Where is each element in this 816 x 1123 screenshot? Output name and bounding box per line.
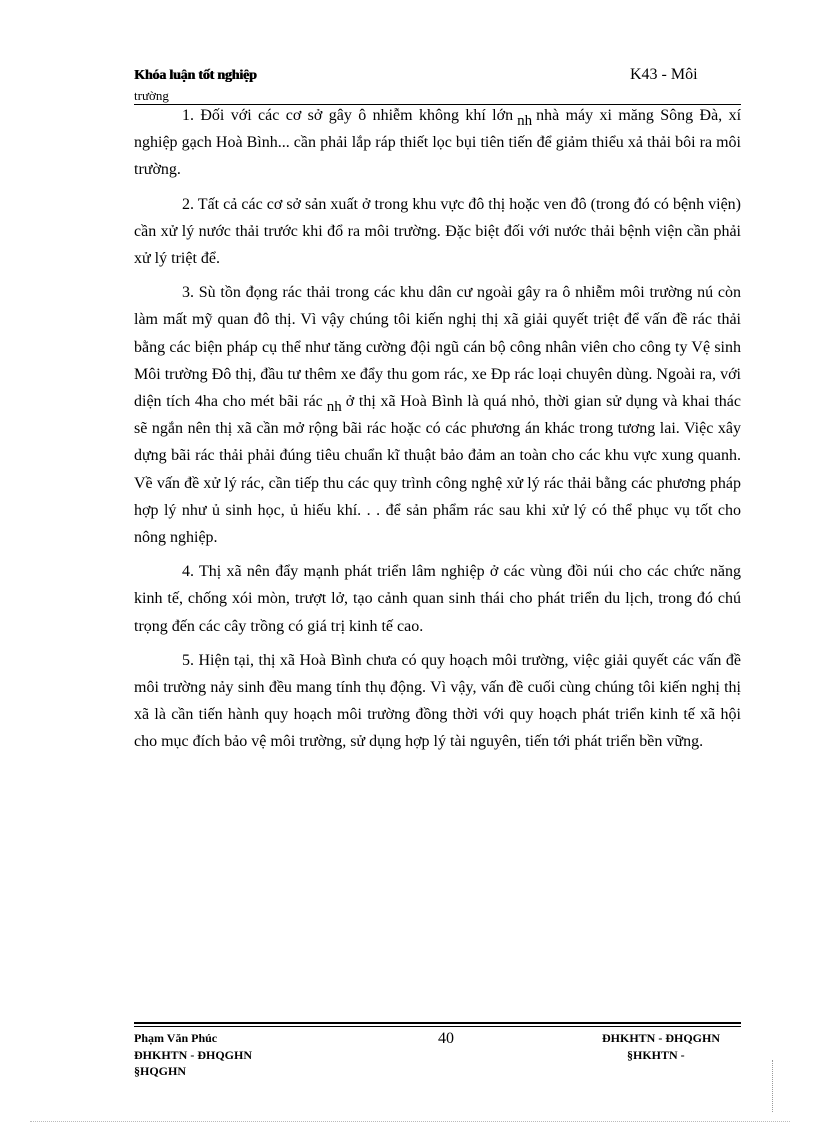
paragraph-3 xyxy=(134,279,741,551)
paragraph-3-part-2: ở thị xã Hoà Bình là quá nhỏ, thời gian sử dụng và khai thác sẽ ngắn nên thị xã cần mở rộng bãi rác hoặc có các phương án khác trong tương lai. Việc xây dựng bãi rác thải phải đúng tiêu chuẩn kĩ thuật bảo đảm an toàn cho các khu vực xung quanh. Về vấn đề xử lý rác, cần tiếp thu các quy trình công nghệ xử lý rác thải bằng các phương pháp hợp lý như ủ sinh học, ủ hiếu khí. . . để sản phẩm rác sau khi xử lý có thể phục vụ tốt cho nông nghiệp. xyxy=(134,393,742,547)
footer-org-right-1: ĐHKHTN - ĐHQGHN xyxy=(602,1031,721,1045)
paragraph-1-part-1: 1. Đối với các cơ sở gây ô nhiễm không khí lớn xyxy=(182,107,514,124)
footer-divider-thin xyxy=(134,1026,741,1027)
crop-mark xyxy=(772,1060,774,1112)
page-bottom-dotted-line xyxy=(30,1121,790,1122)
paragraph-4: 4. Thị xã nên đẩy mạnh phát triển lâm nghiệp ở các vùng đồi núi cho các chức năng kinh tế, chống xói mòn, trượt lở, tạo cảnh quan sinh thái cho phát triển du lịch, trong đó chú trọng đến các cây trồng có giá trị kinh tế cao. xyxy=(134,563,741,635)
page-number: 40 xyxy=(438,1030,454,1047)
paragraph-3-subscript: nh xyxy=(326,399,342,416)
paragraph-3-part-1: 3. Sù tồn đọng rác thải trong các khu dân cư ngoài gây ra ô nhiễm môi trường nú còn làm mất mỹ quan đô thị. Vì vậy chúng tôi kiến nghị thị xã giải quyết triệt để vấn đề rác thải bằng các biện pháp cụ thể như tăng cường đội ngũ cán bộ công nhân viên cho công ty Vệ sinh Môi trường Đô thị, đầu tư thêm xe đẩy thu gom rác, xe Ðp rác loại chuyên dùng. Ngoài ra, với diện tích 4ha cho mét bãi rác xyxy=(134,284,741,411)
footer-author: Phạm Văn Phúc xyxy=(134,1031,218,1045)
footer-org-left-2: §HQGHN xyxy=(134,1064,187,1078)
header-thesis-title: Khóa luận tốt nghiệp xyxy=(134,68,257,83)
footer-org-left-1: ĐHKHTN - ĐHQGHN xyxy=(134,1048,253,1062)
paragraph-5: 5. Hiện tại, thị xã Hoà Bình chưa có quy hoạch môi trường, việc giải quyết các vấn đề môi trường nảy sinh đều mang tính thụ động. Vì vậy, vấn đề cuối cùng chúng tôi kiến nghị thị xã là cần tiến hành quy hoạch môi trường đồng thời với quy hoạch phát triển kinh tế xã hội cho mục đích bảo vệ môi trường, sử dụng hợp lý tài nguyên, tiến tới phát triển bền vững. xyxy=(134,651,741,751)
footer-org-right-2: §HKHTN - xyxy=(627,1048,685,1062)
header-class-label: K43 - Môi xyxy=(630,66,698,83)
header-continuation: trường xyxy=(134,88,169,103)
paragraph-1-subscript: nh xyxy=(517,113,533,129)
document-body xyxy=(134,102,741,763)
footer-divider-thick xyxy=(134,1022,741,1024)
paragraph-1-part-2: nhà máy xi măng Sông Đà, xí nghiệp gạch Hoà Bình... cần phải lắp ráp thiết lọc bụi tiên tiến để giảm thiểu xả thải bôi ra môi trường. xyxy=(134,107,742,179)
paragraph-2: 2. Tất cả các cơ sở sản xuất ở trong khu vực đô thị hoặc ven đô (trong đó có bệnh viện) cần xử lý nước thải trước khi đổ ra môi trường. Đặc biệt đối với nước thải bệnh viện cần phải xử lý triệt để. xyxy=(134,195,741,268)
paragraph-1 xyxy=(134,102,741,184)
